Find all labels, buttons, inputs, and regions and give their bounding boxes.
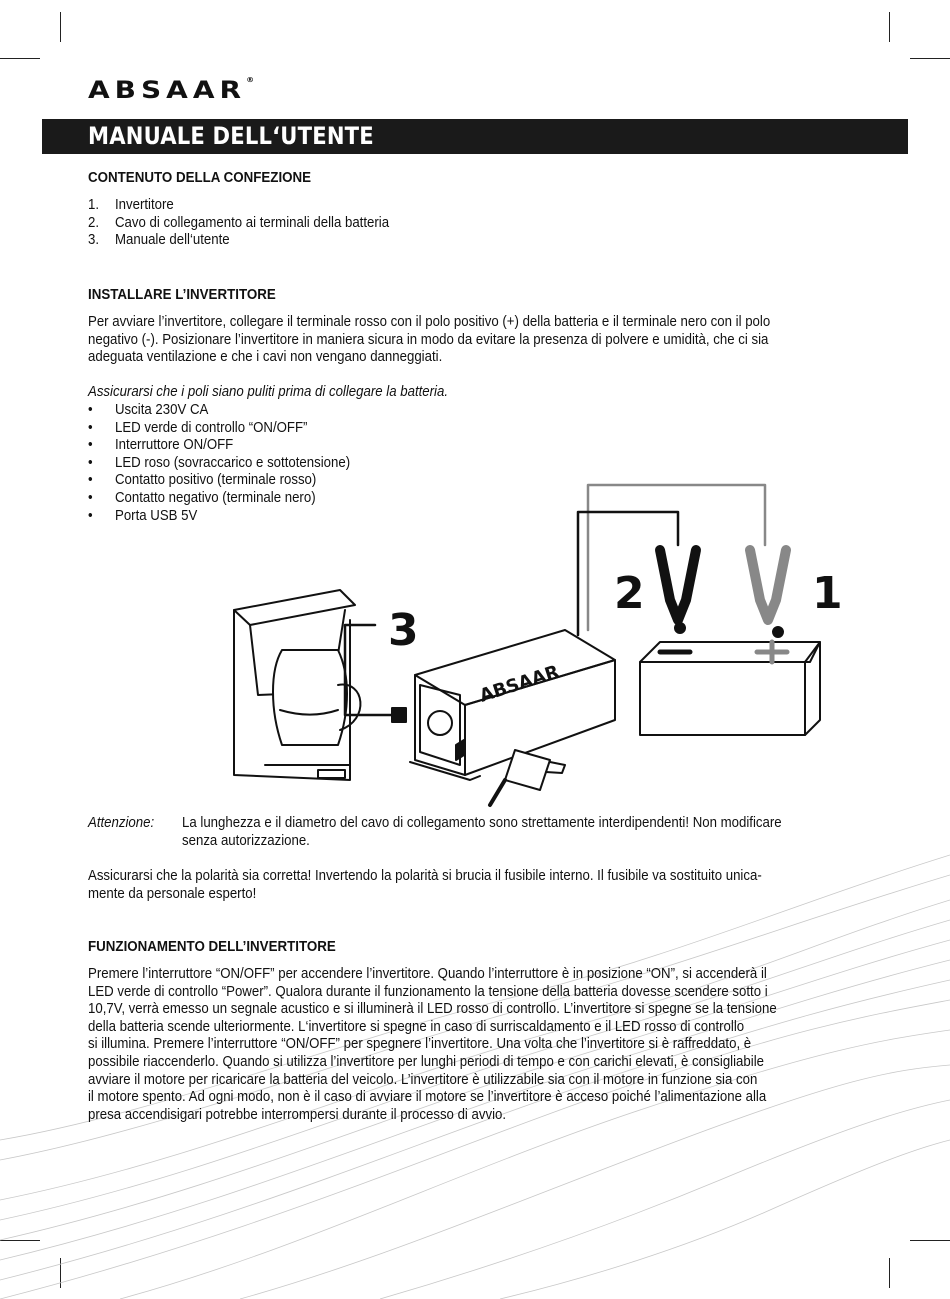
list-item: 2. Cavo di collegamento ai terminali della batteria xyxy=(88,214,390,231)
section-heading-contents: CONTENUTO DELLA CONFEZIONE xyxy=(88,170,312,186)
list-item: • Contatto negativo (terminale nero) xyxy=(88,489,316,506)
title-bar xyxy=(42,119,908,154)
diagram-label-1: 1 xyxy=(812,568,843,619)
section-heading-operation: FUNZIONAMENTO DELL’INVERTITORE xyxy=(88,939,336,955)
list-item: • LED roso (sovraccarico e sottotensione) xyxy=(88,454,351,471)
crop-mark xyxy=(60,12,61,42)
install-note: Assicurarsi che i poli siano puliti prima di collegare la batteria. xyxy=(88,384,449,400)
list-item: • Porta USB 5V xyxy=(88,507,198,524)
list-item: 1. Invertitore xyxy=(88,197,174,213)
list-item: • LED verde di controllo “ON/OFF” xyxy=(88,419,308,436)
crop-mark xyxy=(889,12,890,42)
install-paragraph: Per avviare l’invertitore, collegare il terminale rosso con il polo positivo (+) della batteria e il terminale nero con il polo negativo (-). Posizionare l’invertitore in maniera sicura in modo da evitare la presenza di polvere e umidità, che ci sia adeguata ventilazione e che i cavi non vengano danneggiati. xyxy=(88,314,771,366)
crop-mark xyxy=(0,58,40,59)
coffee-maker-illustration xyxy=(234,590,360,780)
car-plug-illustration xyxy=(490,750,565,805)
installation-diagram xyxy=(220,480,860,815)
clamp-positive xyxy=(750,550,786,637)
battery-illustration xyxy=(640,642,820,735)
list-item: • Contatto positivo (terminale rosso) xyxy=(88,472,317,489)
warning-label: Attenzione: xyxy=(88,815,155,831)
diagram-label-3: 3 xyxy=(388,605,419,656)
section-heading-install: INSTALLARE L’INVERTITORE xyxy=(88,287,276,303)
list-item: 3. Manuale dell‘utente xyxy=(88,232,230,249)
list-item: • Interruttore ON/OFF xyxy=(88,437,234,454)
brand-logo: ABSAAR® xyxy=(88,76,255,105)
svg-text:ABSAAR: ABSAAR xyxy=(477,661,562,707)
diagram-label-2: 2 xyxy=(614,568,645,619)
crop-mark xyxy=(910,58,950,59)
polarity-warning: Assicurarsi che la polarità sia corretta! Invertendo la polarità si brucia il fusibile interno. Il fusibile va sostituito unica- mente da personale esperto! xyxy=(88,868,762,902)
clamp-negative xyxy=(660,550,696,633)
contents-list xyxy=(88,197,389,250)
list-item: • Uscita 230V CA xyxy=(88,402,209,418)
warning-text: La lunghezza e il diametro del cavo di collegamento sono strettamente interdipendenti! Non modificare senza autorizzazione. xyxy=(182,815,782,849)
operation-paragraph: Premere l’interruttore “ON/OFF” per accendere l’invertitore. Quando l’interruttore è in posizione “ON”, si accenderà il LED verde di controllo “Power”. Qualora durante il funzionamento la tensione della batteria dovesse scendere sotto i 10,7V, verrà emesso un segnale acustico e si illuminerà il LED rosso di controllo. L’invertitore si spegne se la tensione della batteria scende ulteriormente. L‘invertitore si spegne in caso di surriscaldamento e il LED rosso di controllo si illumina. Premere l’interruttore “ON/OFF” per spegnere l’invertitore. Una volta che l’invertitore si è raffreddato, è possibile riaccenderlo. Quando si utilizza l’invertitore per lunghi periodi di tempo e con carichi elevati, è consigliabile avviare il motore per ricaricare la batteria del veicolo. L’invertitore è utilizzabile sia con il motore in funzione sia con il motore spento. Ad ogni modo, non è il caso di avviare il motore se l’invertitore è acceso poiché l’alimentazione alla presa accendisigari potrebbe interrompersi durante il processo di avvio. xyxy=(88,966,777,1123)
page-title: MANUALE DELL‘UTENTE xyxy=(88,122,374,150)
